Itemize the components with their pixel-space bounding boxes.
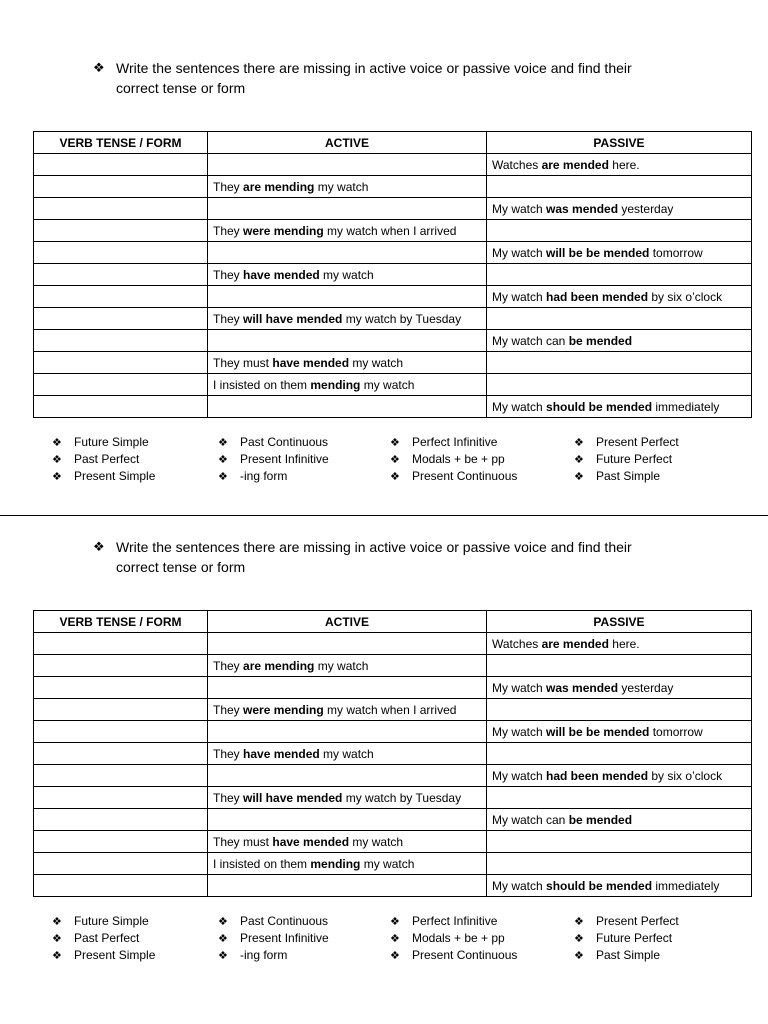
sentence-text: my watch — [349, 834, 404, 849]
header-passive: PASSIVE — [487, 611, 752, 633]
tense-option — [574, 947, 744, 964]
diamond-bullet-icon: ❖ — [390, 454, 400, 466]
sentence-text: my watch — [314, 179, 369, 194]
table-row — [34, 787, 752, 809]
verb-phrase: had been mended — [546, 768, 649, 783]
active-cell — [208, 875, 487, 897]
sentence-text: They — [213, 223, 244, 238]
tense-cell — [34, 809, 208, 831]
sentence-text: They — [213, 179, 244, 194]
diamond-bullet-icon: ❖ — [390, 471, 400, 483]
verb-phrase: was mended — [546, 680, 619, 695]
tense-option — [574, 451, 744, 468]
tense-option — [574, 913, 744, 930]
tense-cell — [34, 330, 208, 352]
table-row — [34, 330, 752, 352]
verb-phrase: will be be mended — [546, 724, 650, 739]
tense-option-label: Future Simple — [74, 435, 149, 449]
sentence-text: my watch — [349, 355, 404, 370]
tense-cell — [34, 743, 208, 765]
table-row — [34, 352, 752, 374]
active-cell — [208, 154, 487, 176]
passive-cell — [487, 308, 752, 330]
tense-option-label: Present Continuous — [412, 469, 518, 483]
active-cell — [208, 831, 487, 853]
sentence-text: My watch — [492, 399, 547, 414]
tense-option — [52, 930, 222, 947]
active-cell — [208, 264, 487, 286]
table-row — [34, 765, 752, 787]
diamond-bullet-icon: ❖ — [574, 933, 584, 945]
sentence-text: my watch by Tuesday — [342, 311, 462, 326]
tense-cell — [34, 352, 208, 374]
table-row — [34, 264, 752, 286]
verb-phrase: should be mended — [546, 399, 653, 414]
diamond-bullet-icon: ❖ — [574, 454, 584, 466]
sentence-text: Watches — [492, 636, 542, 651]
tense-option — [218, 947, 388, 964]
table-row — [34, 198, 752, 220]
verb-phrase: mending — [310, 856, 361, 871]
table-row — [34, 220, 752, 242]
verb-phrase: will have mended — [243, 311, 343, 326]
active-cell — [208, 721, 487, 743]
diamond-bullet-icon: ❖ — [574, 916, 584, 928]
sentence-text: here. — [608, 157, 640, 172]
tense-option — [390, 434, 560, 451]
sentence-text: my watch — [314, 658, 369, 673]
tense-option-label: Present Simple — [74, 469, 156, 483]
tense-option — [390, 451, 560, 468]
table-row — [34, 677, 752, 699]
tense-cell — [34, 699, 208, 721]
active-cell — [208, 743, 487, 765]
passive-cell — [487, 330, 752, 352]
tense-option — [52, 468, 222, 485]
table-row — [34, 809, 752, 831]
tense-option — [52, 451, 222, 468]
verb-phrase: have mended — [243, 267, 320, 282]
sentence-text: They — [213, 746, 244, 761]
tense-option-label: Future Simple — [74, 914, 149, 928]
active-cell — [208, 330, 487, 352]
table-header-row — [34, 132, 752, 154]
verb-phrase: have mended — [272, 834, 350, 849]
verb-phrase: was mended — [546, 201, 619, 216]
tense-option-label: Present Infinitive — [240, 452, 329, 466]
tense-option — [218, 913, 388, 930]
diamond-bullet-icon: ❖ — [390, 916, 400, 928]
options-column — [52, 434, 222, 485]
instruction-text-line-1: Write the sentences there are missing in active voice or passive voice and find their — [116, 60, 632, 76]
active-cell — [208, 176, 487, 198]
verb-phrase: will have mended — [243, 790, 343, 805]
header-active: ACTIVE — [208, 132, 487, 154]
active-cell — [208, 677, 487, 699]
instruction-text-line-1: Write the sentences there are missing in active voice or passive voice and find their — [116, 539, 632, 555]
passive-cell — [487, 374, 752, 396]
sentence-text: They must — [213, 355, 273, 370]
diamond-bullet-icon: ❖ — [52, 950, 62, 962]
sentence-text: I insisted on them — [213, 377, 311, 392]
tense-option-label: Present Continuous — [412, 948, 518, 962]
diamond-bullet-icon: ❖ — [218, 950, 228, 962]
diamond-bullet-icon: ❖ — [93, 539, 105, 554]
passive-cell — [487, 875, 752, 897]
diamond-bullet-icon: ❖ — [52, 916, 62, 928]
verb-phrase: have mended — [272, 355, 350, 370]
diamond-bullet-icon: ❖ — [52, 437, 62, 449]
tense-option — [218, 451, 388, 468]
sentence-text: immediately — [652, 399, 720, 414]
sentence-text: My watch can — [492, 333, 569, 348]
verb-phrase: are mended — [541, 157, 609, 172]
passive-cell — [487, 853, 752, 875]
diamond-bullet-icon: ❖ — [574, 471, 584, 483]
verb-phrase: are mending — [243, 179, 315, 194]
active-cell — [208, 809, 487, 831]
active-cell — [208, 352, 487, 374]
verb-phrase: will be be mended — [546, 245, 650, 260]
sentence-text: My watch — [492, 724, 547, 739]
table-row — [34, 699, 752, 721]
table-row — [34, 242, 752, 264]
table-body — [34, 154, 752, 418]
active-cell — [208, 374, 487, 396]
sentence-text: my watch — [360, 377, 415, 392]
passive-cell — [487, 655, 752, 677]
table-row — [34, 721, 752, 743]
diamond-bullet-icon: ❖ — [390, 950, 400, 962]
active-cell — [208, 242, 487, 264]
diamond-bullet-icon: ❖ — [52, 933, 62, 945]
passive-cell — [487, 154, 752, 176]
passive-cell — [487, 721, 752, 743]
passive-cell — [487, 198, 752, 220]
diamond-bullet-icon: ❖ — [218, 471, 228, 483]
tense-option-label: Present Simple — [74, 948, 156, 962]
diamond-bullet-icon: ❖ — [93, 60, 105, 75]
sentence-text: here. — [608, 636, 640, 651]
verb-phrase: be mended — [568, 812, 633, 827]
active-cell — [208, 198, 487, 220]
header-passive: PASSIVE — [487, 132, 752, 154]
sentence-text: tomorrow — [649, 724, 703, 739]
tense-option — [218, 930, 388, 947]
active-cell — [208, 286, 487, 308]
table-row — [34, 176, 752, 198]
tense-option-label: Perfect Infinitive — [412, 914, 498, 928]
tense-option-label: Past Continuous — [240, 914, 329, 928]
sentence-text: My watch — [492, 878, 547, 893]
tense-option-label: Perfect Infinitive — [412, 435, 498, 449]
header-verb-tense: VERB TENSE / FORM — [34, 132, 208, 154]
sentence-text: My watch — [492, 680, 547, 695]
passive-cell — [487, 176, 752, 198]
sentence-text: They — [213, 267, 244, 282]
sentence-text: my watch — [319, 267, 374, 282]
tense-cell — [34, 721, 208, 743]
verb-phrase: mending — [310, 377, 361, 392]
tense-cell — [34, 655, 208, 677]
sentence-text: my watch by Tuesday — [342, 790, 462, 805]
table-row — [34, 633, 752, 655]
active-cell — [208, 699, 487, 721]
tense-cell — [34, 396, 208, 418]
sentence-text: They — [213, 702, 244, 717]
diamond-bullet-icon: ❖ — [52, 471, 62, 483]
sentence-text: my watch when I arrived — [323, 223, 457, 238]
passive-cell — [487, 699, 752, 721]
sentence-text: My watch — [492, 289, 547, 304]
table-row — [34, 655, 752, 677]
diamond-bullet-icon: ❖ — [218, 437, 228, 449]
sentence-text: I insisted on them — [213, 856, 311, 871]
verb-phrase: have mended — [243, 746, 320, 761]
tense-cell — [34, 787, 208, 809]
options-column — [52, 913, 222, 964]
tense-option-label: Modals + be + pp — [412, 452, 505, 466]
tense-cell — [34, 154, 208, 176]
table-row — [34, 875, 752, 897]
sentence-text: They must — [213, 834, 273, 849]
tense-option — [52, 913, 222, 930]
passive-cell — [487, 765, 752, 787]
tense-option — [390, 468, 560, 485]
instruction-text-line-2: correct tense or form — [116, 80, 246, 96]
tense-cell — [34, 853, 208, 875]
passive-cell — [487, 831, 752, 853]
options-column — [390, 913, 560, 964]
active-cell — [208, 396, 487, 418]
tense-option-label: Present Infinitive — [240, 931, 329, 945]
tense-cell — [34, 831, 208, 853]
header-verb-tense: VERB TENSE / FORM — [34, 611, 208, 633]
passive-cell — [487, 633, 752, 655]
table-row — [34, 374, 752, 396]
table-body — [34, 633, 752, 897]
tense-option-label: Past Perfect — [74, 931, 140, 945]
diamond-bullet-icon: ❖ — [390, 437, 400, 449]
tense-option-label: Future Perfect — [596, 931, 673, 945]
table-row — [34, 396, 752, 418]
tense-cell — [34, 374, 208, 396]
table-row — [34, 743, 752, 765]
active-cell — [208, 765, 487, 787]
sentence-text: my watch when I arrived — [323, 702, 457, 717]
verb-phrase: were mending — [243, 223, 324, 238]
active-cell — [208, 633, 487, 655]
sentence-text: by six o’clock — [648, 768, 723, 783]
sentence-text: yesterday — [618, 680, 674, 695]
table-header-row — [34, 611, 752, 633]
active-cell — [208, 655, 487, 677]
tense-option — [574, 434, 744, 451]
voice-table — [33, 131, 752, 418]
passive-cell — [487, 677, 752, 699]
diamond-bullet-icon: ❖ — [574, 950, 584, 962]
tense-cell — [34, 198, 208, 220]
tense-option — [574, 930, 744, 947]
diamond-bullet-icon: ❖ — [574, 437, 584, 449]
verb-phrase: were mending — [243, 702, 324, 717]
passive-cell — [487, 809, 752, 831]
active-cell — [208, 308, 487, 330]
sentence-text: My watch can — [492, 812, 569, 827]
table-row — [34, 831, 752, 853]
tense-option-label: Future Perfect — [596, 452, 673, 466]
table-row — [34, 308, 752, 330]
tense-option-label: Past Continuous — [240, 435, 329, 449]
tense-option — [52, 434, 222, 451]
instruction-text-line-2: correct tense or form — [116, 559, 246, 575]
instruction — [93, 58, 693, 98]
passive-cell — [487, 743, 752, 765]
verb-phrase: should be mended — [546, 878, 653, 893]
passive-cell — [487, 396, 752, 418]
tense-cell — [34, 176, 208, 198]
sentence-text: My watch — [492, 245, 547, 260]
diamond-bullet-icon: ❖ — [390, 933, 400, 945]
sentence-text: by six o’clock — [648, 289, 723, 304]
diamond-bullet-icon: ❖ — [52, 454, 62, 466]
options-column — [390, 434, 560, 485]
tense-option-label: Present Perfect — [596, 435, 679, 449]
options-column — [574, 913, 744, 964]
sentence-text: tomorrow — [649, 245, 703, 260]
tense-cell — [34, 875, 208, 897]
table-row — [34, 154, 752, 176]
tense-option — [390, 947, 560, 964]
tense-option — [390, 930, 560, 947]
verb-phrase: had been mended — [546, 289, 649, 304]
tense-option — [218, 468, 388, 485]
passive-cell — [487, 264, 752, 286]
tense-option-label: Past Simple — [596, 469, 661, 483]
tense-option-label: -ing form — [240, 948, 288, 962]
tense-cell — [34, 220, 208, 242]
active-cell — [208, 853, 487, 875]
sentence-text: They — [213, 658, 244, 673]
tense-cell — [34, 308, 208, 330]
tense-option-label: -ing form — [240, 469, 288, 483]
passive-cell — [487, 220, 752, 242]
verb-phrase: are mending — [243, 658, 315, 673]
active-cell — [208, 787, 487, 809]
verb-phrase: be mended — [568, 333, 633, 348]
sentence-text: yesterday — [618, 201, 674, 216]
table-row — [34, 286, 752, 308]
passive-cell — [487, 286, 752, 308]
sentence-text: immediately — [652, 878, 720, 893]
voice-table — [33, 610, 752, 897]
diamond-bullet-icon: ❖ — [218, 916, 228, 928]
tense-option — [574, 468, 744, 485]
sentence-text: My watch — [492, 201, 547, 216]
tense-cell — [34, 765, 208, 787]
tense-option — [52, 947, 222, 964]
tense-option-label: Past Simple — [596, 948, 661, 962]
passive-cell — [487, 787, 752, 809]
tense-cell — [34, 633, 208, 655]
passive-cell — [487, 242, 752, 264]
sentence-text: Watches — [492, 157, 542, 172]
header-active: ACTIVE — [208, 611, 487, 633]
tense-cell — [34, 286, 208, 308]
section-divider — [0, 515, 768, 516]
sentence-text: My watch — [492, 768, 547, 783]
sentence-text: They — [213, 311, 244, 326]
passive-cell — [487, 352, 752, 374]
tense-cell — [34, 264, 208, 286]
sentence-text: my watch — [360, 856, 415, 871]
tense-option — [218, 434, 388, 451]
tense-option-label: Present Perfect — [596, 914, 679, 928]
sentence-text: They — [213, 790, 244, 805]
diamond-bullet-icon: ❖ — [218, 933, 228, 945]
sentence-text: my watch — [319, 746, 374, 761]
tense-option-label: Past Perfect — [74, 452, 140, 466]
tense-cell — [34, 242, 208, 264]
options-column — [218, 913, 388, 964]
verb-phrase: are mended — [541, 636, 609, 651]
tense-option — [390, 913, 560, 930]
options-column — [574, 434, 744, 485]
options-column — [218, 434, 388, 485]
active-cell — [208, 220, 487, 242]
tense-option-label: Modals + be + pp — [412, 931, 505, 945]
tense-cell — [34, 677, 208, 699]
instruction — [93, 537, 693, 577]
diamond-bullet-icon: ❖ — [218, 454, 228, 466]
table-row — [34, 853, 752, 875]
